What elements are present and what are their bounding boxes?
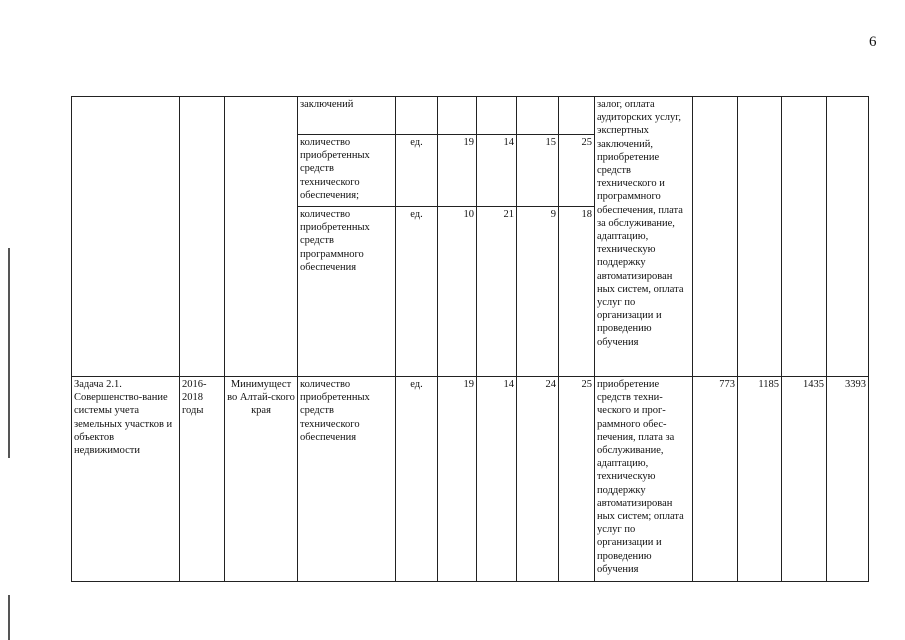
value-cell: 9 xyxy=(517,207,559,377)
table-row xyxy=(72,377,869,582)
value-cell-empty xyxy=(477,97,517,135)
activities-cell: залог, оплата аудиторских услуг, экспертных заключений, приобретение средств технического и программного обеспечения, плата за обслуживание, адаптацию, техническую поддержку автоматизирован ных систем, оплата услуг по организации и проведению обучения xyxy=(595,97,693,377)
funding-cell: 3393 xyxy=(827,377,869,582)
value-cell: 19 xyxy=(438,135,477,207)
value-cell: 14 xyxy=(477,377,517,582)
value-cell-empty xyxy=(559,97,595,135)
indicator-cell: количество приобретенных средств технического обеспечения xyxy=(298,377,396,582)
page-number: 6 xyxy=(869,34,877,50)
program-table xyxy=(71,96,869,582)
executor-cell-empty xyxy=(225,97,298,377)
unit-cell: ед. xyxy=(396,207,438,377)
funding-cell: 1435 xyxy=(782,377,827,582)
period-cell-empty xyxy=(180,97,225,377)
value-cell: 14 xyxy=(477,135,517,207)
executor-cell: Минимущест во Алтай-ского края xyxy=(225,377,298,582)
unit-cell: ед. xyxy=(396,377,438,582)
funding-cell-empty xyxy=(782,97,827,377)
value-cell: 25 xyxy=(559,377,595,582)
table-row xyxy=(72,97,869,135)
value-cell-empty xyxy=(438,97,477,135)
task-name-cell: Задача 2.1. Совершенство-вание системы учета земельных участков и объектов недвижимости xyxy=(72,377,180,582)
value-cell: 18 xyxy=(559,207,595,377)
value-cell: 19 xyxy=(438,377,477,582)
value-cell: 25 xyxy=(559,135,595,207)
value-cell: 21 xyxy=(477,207,517,377)
funding-cell: 1185 xyxy=(738,377,782,582)
indicator-cell: заключений xyxy=(298,97,396,135)
funding-cell-empty xyxy=(738,97,782,377)
activities-cell: приобретение средств техни-ческого и прог-раммного обес-печения, плата за обслуживание, адаптацию, техническую поддержку автоматизирован ных систем; оплата услуг по организации и проведению обучения xyxy=(595,377,693,582)
value-cell: 24 xyxy=(517,377,559,582)
value-cell: 10 xyxy=(438,207,477,377)
value-cell-empty xyxy=(517,97,559,135)
indicator-cell: количество приобретенных средств программного обеспечения xyxy=(298,207,396,377)
value-cell: 15 xyxy=(517,135,559,207)
unit-cell: ед. xyxy=(396,135,438,207)
funding-cell: 773 xyxy=(693,377,738,582)
scan-mark-upper xyxy=(8,248,10,458)
period-cell: 2016-2018 годы xyxy=(180,377,225,582)
funding-cell-empty xyxy=(827,97,869,377)
indicator-cell: количество приобретенных средств технического обеспечения; xyxy=(298,135,396,207)
scan-mark-lower xyxy=(8,595,10,640)
task-cell-empty xyxy=(72,97,180,377)
funding-cell-empty xyxy=(693,97,738,377)
unit-cell-empty xyxy=(396,97,438,135)
